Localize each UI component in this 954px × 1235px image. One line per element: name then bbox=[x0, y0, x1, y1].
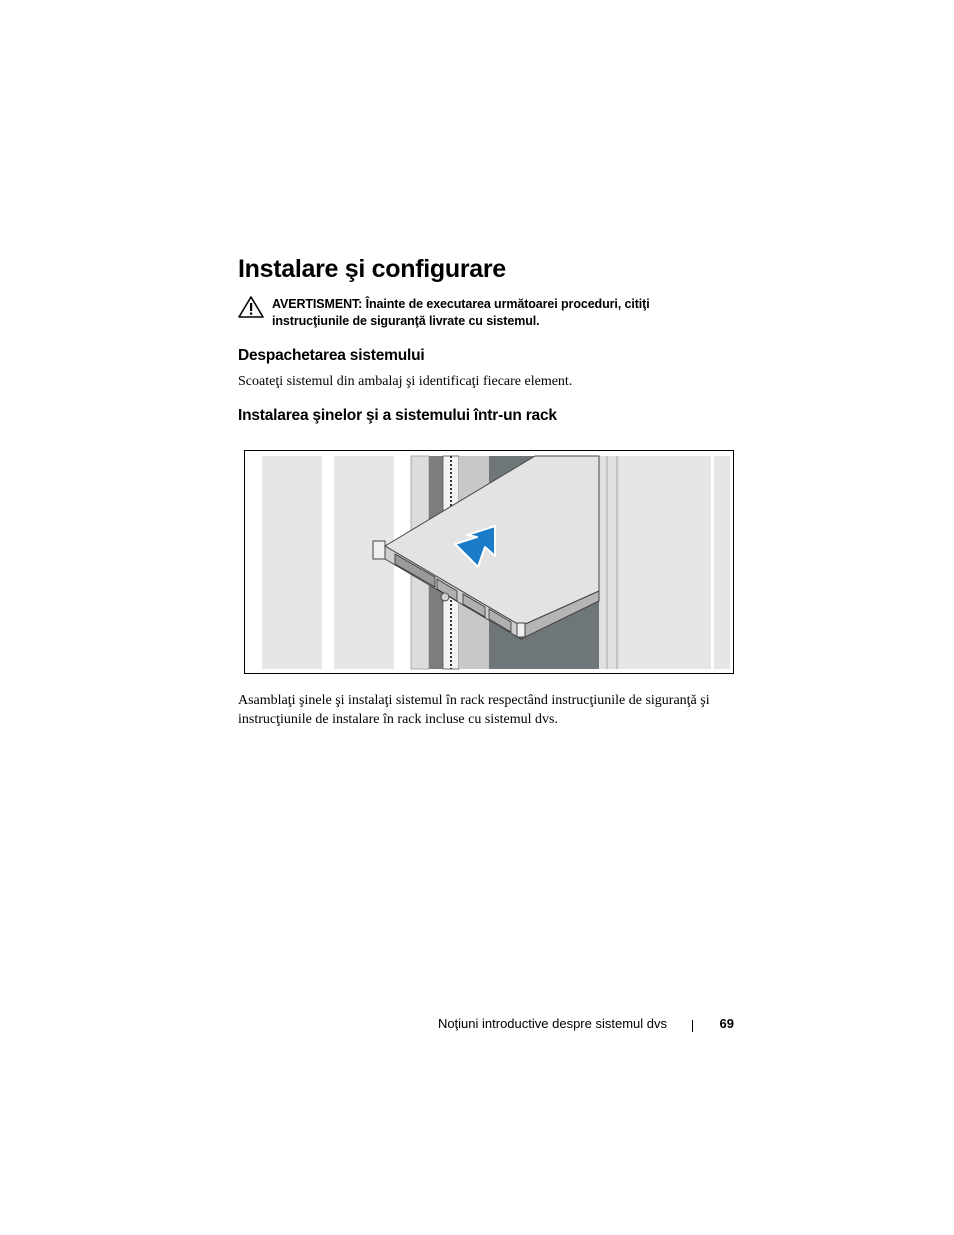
rack-install-line1: Asamblaţi şinele şi instalaţi sistemul în rack respectând instrucţiunile de siguranţă şi bbox=[238, 693, 710, 708]
warning-text bbox=[272, 296, 742, 330]
section-body-rack-install bbox=[238, 691, 738, 729]
warning-text-line2: instrucţiunile de siguranţă livrate cu sistemul. bbox=[272, 314, 540, 328]
section-body-unpacking: Scoateţi sistemul din ambalaj şi identificaţi fiecare element. bbox=[238, 374, 573, 389]
warning-label: AVERTISMENT: bbox=[272, 297, 363, 311]
page-title: Instalare şi configurare bbox=[238, 255, 506, 283]
warning-triangle-icon bbox=[238, 296, 264, 318]
page-number: 69 bbox=[719, 1016, 734, 1031]
warning-text-line1: Înainte de executarea următoarei proceduri, citiţi bbox=[365, 297, 650, 311]
page-footer bbox=[0, 1016, 954, 1036]
rack-installation-figure bbox=[244, 450, 734, 674]
footer-separator bbox=[692, 1020, 693, 1032]
rack-panel-left-1 bbox=[262, 456, 322, 669]
rack-panel-right-1 bbox=[619, 456, 711, 669]
rack-install-line2: instrucţiunile de instalare în rack incluse cu sistemul dvs. bbox=[238, 712, 558, 727]
rack-panel-left-2 bbox=[334, 456, 394, 669]
server-rack-illustration bbox=[245, 451, 733, 673]
section-heading-rack-install: Instalarea şinelor şi a sistemului într-un rack bbox=[238, 407, 557, 424]
rack-panel-right-2 bbox=[714, 456, 730, 669]
section-heading-unpacking: Despachetarea sistemului bbox=[238, 347, 425, 364]
footer-title: Noţiuni introductive despre sistemul dvs bbox=[437, 1016, 667, 1031]
